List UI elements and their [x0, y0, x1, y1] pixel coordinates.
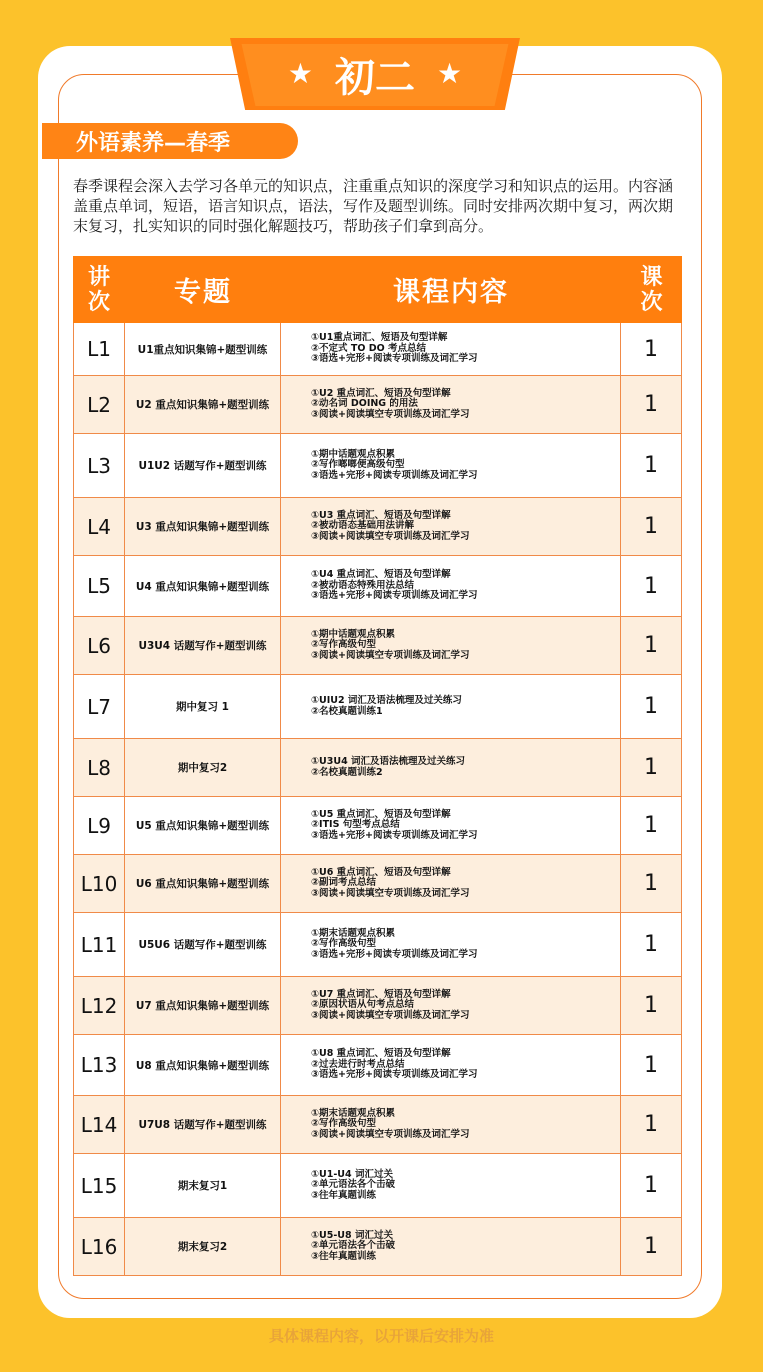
content-cell [281, 1035, 621, 1096]
count-cell: 1 [621, 498, 682, 556]
lecture-cell: L10 [73, 855, 125, 913]
content-line: ②过去进行时考点总结 [311, 1058, 405, 1070]
content-line: ②被动语态特殊用法总结 [311, 579, 415, 591]
content-line: ①U7 重点词汇、短语及句型详解 [311, 988, 451, 1000]
content-line: ①期末话题观点积累 [311, 927, 396, 939]
table-row [73, 376, 682, 434]
count-cell: 1 [621, 556, 682, 617]
count-cell: 1 [621, 739, 682, 797]
lecture-cell: L6 [73, 617, 125, 675]
topic-cell: U3U4 话题写作+题型训练 [125, 617, 281, 675]
count-cell: 1 [621, 617, 682, 675]
table-row [73, 617, 682, 675]
topic-cell: U3 重点知识集锦+题型训练 [125, 498, 281, 556]
content-line: ①U1-U4 词汇过关 [311, 1168, 393, 1180]
content-line: ②ITIS 句型考点总结 [311, 819, 400, 831]
table-header [73, 256, 682, 323]
count-cell: 1 [621, 434, 682, 498]
lecture-cell: L13 [73, 1035, 125, 1096]
topic-cell: U5 重点知识集锦+题型训练 [125, 797, 281, 855]
header-content: 课程内容 [393, 277, 509, 308]
content-line: ③语选+完形+阅读专项训练及词汇学习 [311, 469, 478, 481]
content-line: ①U5-U8 词汇过关 [311, 1229, 393, 1241]
content-cell [281, 376, 621, 434]
table-row [73, 498, 682, 556]
content-cell [281, 498, 621, 556]
content-cell [281, 739, 621, 797]
content-cell [281, 675, 621, 739]
content-line: ③阅读+阅读填空专项训练及词汇学习 [311, 1009, 470, 1021]
content-line: ①U8 重点词汇、短语及句型详解 [311, 1048, 451, 1060]
content-line: ①U3 重点词汇、短语及句型详解 [311, 509, 451, 521]
lecture-cell: L12 [73, 977, 125, 1035]
topic-cell: U8 重点知识集锦+题型训练 [125, 1035, 281, 1096]
content-line: ③往年真题训练 [311, 1189, 377, 1201]
content-line: ①U1重点词汇、短语及句型详解 [311, 332, 448, 344]
count-cell: 1 [621, 977, 682, 1035]
table-body [73, 323, 682, 1276]
intro-paragraph: 春季课程会深入去学习各单元的知识点，注重重点知识的深度学习和知识点的运用。内容涵盖重点单词，短语，语言知识点，语法，写作及题型训练。同时安排两次期中复习，两次期末复习，扎实知识的同时强化解题技巧，帮助孩子们拿到高分。 [73, 177, 674, 235]
count-cell: 1 [621, 855, 682, 913]
content-line: ①U6 重点词汇、短语及句型详解 [311, 866, 451, 878]
count-cell: 1 [621, 1096, 682, 1154]
content-line: ③语选+完形+阅读专项训练及词汇学习 [311, 1069, 478, 1081]
table-row [73, 977, 682, 1035]
lecture-cell: L9 [73, 797, 125, 855]
topic-cell: U1U2 话题写作+题型训练 [125, 434, 281, 498]
table-row [73, 434, 682, 498]
content-line: ③阅读+阅读填空专项训练及词汇学习 [311, 408, 470, 420]
table-row [73, 1154, 682, 1218]
content-cell [281, 913, 621, 977]
content-line: ③往年真题训练 [311, 1250, 377, 1262]
table-row [73, 556, 682, 617]
count-cell: 1 [621, 1218, 682, 1276]
content-line: ③语选+完形+阅读专项训练及词汇学习 [311, 829, 478, 841]
topic-cell: U2 重点知识集锦+题型训练 [125, 376, 281, 434]
topic-cell: U4 重点知识集锦+题型训练 [125, 556, 281, 617]
content-cell [281, 556, 621, 617]
lecture-cell: L4 [73, 498, 125, 556]
count-cell: 1 [621, 1035, 682, 1096]
topic-cell: 期末复习2 [125, 1218, 281, 1276]
lecture-cell: L14 [73, 1096, 125, 1154]
header-topic: 专题 [174, 277, 232, 308]
content-cell [281, 1218, 621, 1276]
topic-cell: U1重点知识集锦+题型训练 [125, 323, 281, 376]
title-banner [224, 38, 526, 110]
star-icon: ★ [287, 57, 313, 90]
lecture-cell: L15 [73, 1154, 125, 1218]
section-heading [42, 123, 298, 159]
count-cell: 1 [621, 675, 682, 739]
lecture-cell: L7 [73, 675, 125, 739]
count-cell: 1 [621, 1154, 682, 1218]
content-line: ①UIU2 词汇及语法梳理及过关练习 [311, 695, 462, 706]
content-cell [281, 323, 621, 376]
content-cell [281, 1096, 621, 1154]
content-line: ②动名词 DOING 的用法 [311, 398, 418, 410]
content-line: ③阅读+阅读填空专项训练及词汇学习 [311, 1128, 470, 1140]
lecture-cell: L8 [73, 739, 125, 797]
content-line: ②写作高级句型 [311, 639, 377, 651]
content-cell [281, 617, 621, 675]
topic-cell: 期中复习 1 [125, 675, 281, 739]
content-line: ②被动语态基础用法讲解 [311, 520, 415, 532]
table-row [73, 855, 682, 913]
section-heading-label: 外语素养—春季 [76, 130, 231, 156]
lecture-cell: L11 [73, 913, 125, 977]
content-line: ②写作啷啷便高级句型 [311, 459, 405, 471]
content-line: ①期中话题观点积累 [311, 448, 396, 460]
lecture-cell: L3 [73, 434, 125, 498]
content-line: ②单元语法各个击破 [311, 1240, 396, 1252]
table-row [73, 323, 682, 376]
count-cell: 1 [621, 376, 682, 434]
count-cell: 1 [621, 913, 682, 977]
content-line: ②名校真题训练1 [311, 705, 383, 717]
content-line: ②原因状语从句考点总结 [311, 999, 415, 1011]
table-row [73, 797, 682, 855]
table-row [73, 739, 682, 797]
content-line: ③阅读+阅读填空专项训练及词汇学习 [311, 649, 470, 661]
table-row [73, 675, 682, 739]
header-lecture: 讲 次 [87, 264, 110, 315]
content-cell [281, 434, 621, 498]
page-title: 初二 [335, 54, 415, 101]
course-table [73, 256, 682, 1276]
content-cell [281, 1154, 621, 1218]
content-cell [281, 855, 621, 913]
table-row [73, 1035, 682, 1096]
count-cell: 1 [621, 323, 682, 376]
content-line: ③语选+完形+阅读专项训练及词汇学习 [311, 948, 478, 960]
content-line: ③语选+完形+阅读专项训练及词汇学习 [311, 353, 478, 365]
star-icon: ★ [437, 57, 463, 90]
content-line: ①U3U4 词汇及语法梳理及过关练习 [311, 756, 465, 767]
footer-note: 具体课程内容，以开课后安排为准 [268, 1327, 494, 1345]
table-row [73, 913, 682, 977]
content-line: ②单元语法各个击破 [311, 1179, 396, 1191]
content-line: ③阅读+阅读填空专项训练及词汇学习 [311, 887, 470, 899]
lecture-cell: L1 [73, 323, 125, 376]
content-line: ②名校真题训练2 [311, 766, 383, 778]
lecture-cell: L2 [73, 376, 125, 434]
topic-cell: U5U6 话题写作+题型训练 [125, 913, 281, 977]
content-line: ①期末话题观点积累 [311, 1107, 396, 1119]
content-line: ②不定式 TO DO 考点总结 [311, 342, 426, 354]
content-line: ③阅读+阅读填空专项训练及词汇学习 [311, 530, 470, 542]
count-cell: 1 [621, 797, 682, 855]
lecture-cell: L16 [73, 1218, 125, 1276]
topic-cell: U7 重点知识集锦+题型训练 [125, 977, 281, 1035]
content-line: ①U2 重点词汇、短语及句型详解 [311, 387, 451, 399]
topic-cell: U6 重点知识集锦+题型训练 [125, 855, 281, 913]
topic-cell: 期末复习1 [125, 1154, 281, 1218]
content-cell [281, 797, 621, 855]
topic-cell: 期中复习2 [125, 739, 281, 797]
table-row [73, 1218, 682, 1276]
content-line: ①U4 重点词汇、短语及句型详解 [311, 569, 451, 581]
content-cell [281, 977, 621, 1035]
content-line: ②副词考点总结 [311, 877, 377, 889]
header-count: 课 次 [640, 264, 663, 315]
topic-cell: U7U8 话题写作+题型训练 [125, 1096, 281, 1154]
content-line: ③语选+完形+阅读专项训练及词汇学习 [311, 590, 478, 602]
lecture-cell: L5 [73, 556, 125, 617]
content-line: ①U5 重点词汇、短语及句型详解 [311, 808, 451, 820]
content-line: ①期中话题观点积累 [311, 628, 396, 640]
table-row [73, 1096, 682, 1154]
content-line: ②写作高级句型 [311, 938, 377, 950]
content-line: ②写作高级句型 [311, 1118, 377, 1130]
